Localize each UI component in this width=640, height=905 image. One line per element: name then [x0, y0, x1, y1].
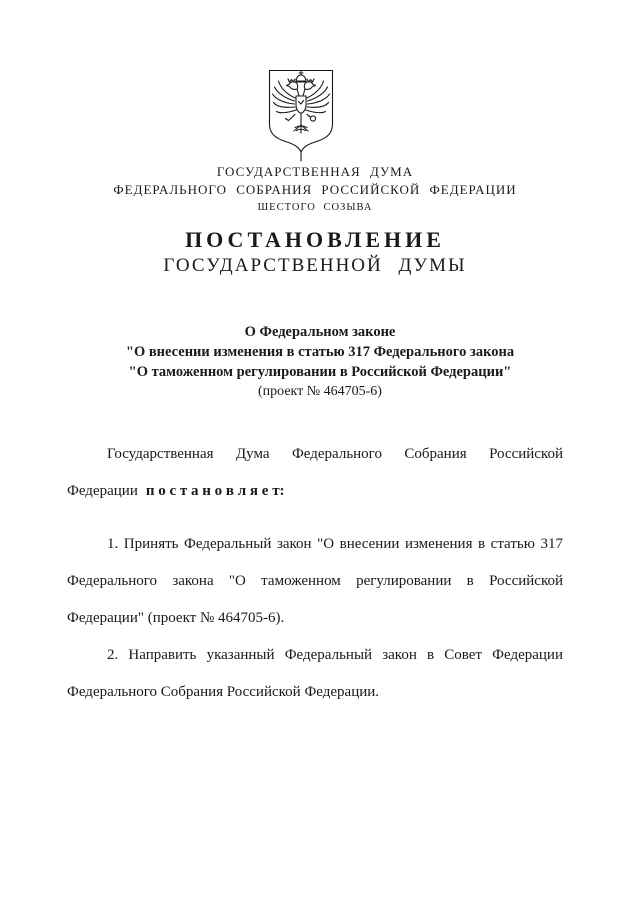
- title-word-resolution: ПОСТАНОВЛЕНИЕ: [185, 227, 445, 252]
- convocation-line: ШЕСТОГО СОЗЫВА: [257, 202, 373, 213]
- subject-line-1: О Федеральном законе: [244, 324, 396, 340]
- russian-coat-of-arms-icon: [266, 68, 336, 162]
- bill-number-line: (проект № 464705-6): [258, 384, 382, 399]
- subject-line-3: "О таможенном регулировании в Российской Федерации": [128, 364, 512, 380]
- coat-of-arms-emblem: [266, 68, 336, 162]
- org-name-line-2: ФЕДЕРАЛЬНОГО СОБРАНИЯ РОССИЙСКОЙ ФЕДЕРАЦИИ: [113, 182, 517, 197]
- document-title: [67, 227, 563, 279]
- resolution-item-1: 1. Принять Федеральный закон "О внесении изменения в статью 317 Федерального закона "О таможенном регулировании в Российской Федерации" (проект № 464705-6).: [67, 536, 563, 626]
- resolves-word: п о с т а н о в л я е т:: [145, 483, 285, 499]
- resolution-item-2: 2. Направить указанный Федеральный закон в Совет Федерации Федерального Собрания Российской Федерации.: [67, 647, 563, 700]
- intro-paragraph: [67, 436, 563, 510]
- intro-text: Государственная Дума Федерального Собрания Российской Федерации: [67, 446, 563, 499]
- subject-block: [40, 322, 600, 402]
- subject-line-2: "О внесении изменения в статью 317 Федерального закона: [125, 344, 515, 360]
- title-word-state-duma: ГОСУДАРСТВЕННОЙ ДУМЫ: [163, 255, 467, 276]
- document-header: [67, 163, 563, 216]
- document-body: [67, 436, 563, 711]
- org-name-line-1: ГОСУДАРСТВЕННАЯ ДУМА: [216, 164, 414, 179]
